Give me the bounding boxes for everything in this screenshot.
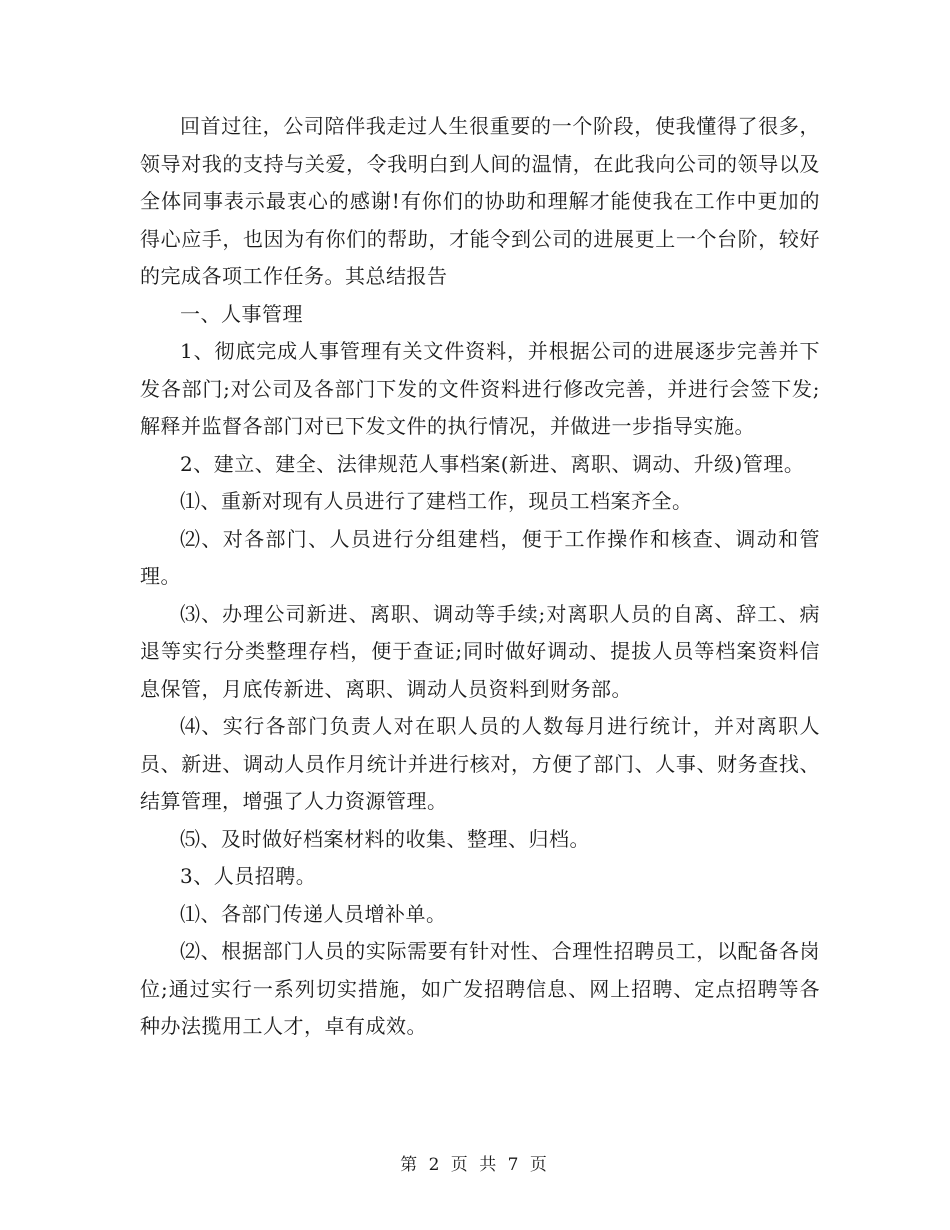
paragraph-subitem-2-4: ⑷、实行各部门负责人对在职人员的人数每月进行统计，并对离职人员、新进、调动人员作月统计并进行核对，方便了部门、人事、财务查找、结算管理，增强了人力资源管理。 bbox=[140, 714, 820, 813]
paragraph-item-2: 2、建立、建全、法律规范人事档案(新进、离职、调动、升级)管理。 bbox=[180, 451, 805, 476]
paragraph-item-1: 1、彻底完成人事管理有关文件资料，并根据公司的进展逐步完善并下发各部门;对公司及各部门下发的文件资料进行修改完善，并进行会签下发;解释并监督各部门对已下发文件的执行情况，并做进一步指导实施。 bbox=[140, 339, 820, 438]
paragraph-item-3: 3、人员招聘。 bbox=[180, 864, 317, 888]
document-body bbox=[140, 108, 820, 1046]
paragraph-subitem-2-5: ⑸、及时做好档案材料的收集、整理、归档。 bbox=[180, 826, 590, 851]
paragraph-subitem-2-1: ⑴、重新对现有人员进行了建档工作，现员工档案齐全。 bbox=[180, 489, 693, 513]
paragraph-subitem-3-1: ⑴、各部门传递人员增补单。 bbox=[180, 901, 447, 926]
paragraph-subitem-3-2: ⑵、根据部门人员的实际需要有针对性、合理性招聘员工，以配备各岗位;通过实行一系列切实措施，如广发招聘信息、网上招聘、定点招聘等各种办法揽用工人才，卓有成效。 bbox=[140, 939, 820, 1038]
page-number-footer: 第 2 页 共 7 页 bbox=[400, 1155, 550, 1175]
paragraph-subitem-2-3: ⑶、办理公司新进、离职、调动等手续;对离职人员的自离、辞工、病退等实行分类整理存档，便于查证;同时做好调动、提拔人员等档案资料信息保管，月底传新进、离职、调动人员资料到财务部。 bbox=[140, 601, 820, 701]
section-heading-personnel: 一、人事管理 bbox=[180, 301, 303, 326]
paragraph-subitem-2-2: ⑵、对各部门、人员进行分组建档，便于工作操作和核查、调动和管理。 bbox=[140, 526, 820, 588]
paragraph-intro: 回首过往，公司陪伴我走过人生很重要的一个阶段，使我懂得了很多，领导对我的支持与关爱，令我明白到人间的温情，在此我向公司的领导以及全体同事表示最衷心的感谢!有你们的协助和理解才能使我在工作中更加的得心应手，也因为有你们的帮助，才能令到公司的进展更上一个台阶，较好的完成各项工作任务。其总结报告 bbox=[140, 114, 820, 288]
